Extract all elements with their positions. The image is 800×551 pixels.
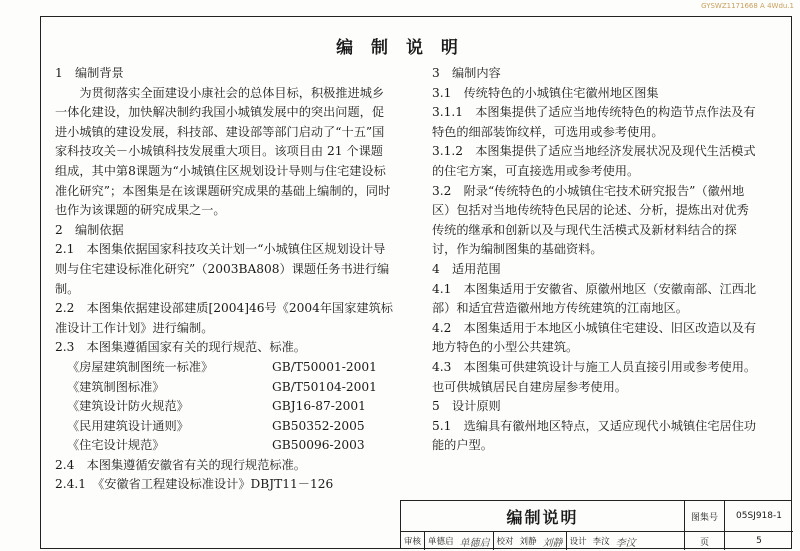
review-label: 审核 xyxy=(404,537,422,547)
section-4-heading: 4 适用范围 xyxy=(432,261,501,276)
checker-signature: 刘静 xyxy=(542,537,563,549)
reviewer-signature: 单德启 xyxy=(459,537,490,549)
standard-code: GB/T50104-2001 xyxy=(272,379,377,394)
clause-2-1: 2.1 本图集依据国家科技攻关计划一“小城镇住区规划设计导则与住宅建设标准化研究”（2003BA808）课题任务书进行编制。 xyxy=(55,242,390,296)
standard-code: GB50096-2003 xyxy=(272,438,365,453)
standard-name: 《建筑制图标准》 xyxy=(67,379,165,394)
standard-code: GBJ16-87-2001 xyxy=(272,399,366,414)
watermark: GYSWZ1171668 A 4Wdu.1 xyxy=(701,2,794,10)
standard-name: 《房屋建筑制图统一标准》 xyxy=(67,359,214,374)
page-number: 5 xyxy=(756,536,762,546)
standard-row xyxy=(55,436,395,456)
section-5-heading: 5 设计原则 xyxy=(432,399,501,414)
clause-3-1-1: 3.1.1 本图集提供了适应当地传统特色的构造节点作法及有特色的细部装饰纹样，可选用或参考使用。 xyxy=(432,105,756,139)
atlas-number-label: 图集号 xyxy=(685,501,725,532)
standard-row xyxy=(55,358,395,378)
clause-4-1: 4.1 本图集适用于安徽省、原徽州地区（安徽南部、江西北部）和适宜营造徽州地方传统建筑的江南地区。 xyxy=(432,281,757,316)
clause-5-1: 5.1 选编具有徽州地区特点，又适应现代小城镇住宅居住功能的户型。 xyxy=(432,418,757,453)
standard-row xyxy=(55,378,395,398)
standard-row xyxy=(55,397,395,417)
clause-3-2: 3.2 附录“传统特色的小城镇住宅技术研究报告”（徽州地区）包括对当地传统特色民居的论述、分析，提炼出对优秀传统的继承和创新以及与现代生活模式及新材料结合的探讨，作为编制图集的基础资料。 xyxy=(432,183,749,257)
standard-row xyxy=(55,417,395,437)
clause-2-3: 2.3 本图集遵循国家有关的现行规范、标准。 xyxy=(55,340,306,355)
check-label: 校对 xyxy=(496,537,514,547)
section-1-body: 为贯彻落实全面建设小康社会的总体目标，积极推进城乡一体化建设，加快解决制约我国小城镇发展中的突出问题，促进小城镇的建设发展，科技部、建设部等部门启动了“十五”国家科技攻关－小城镇科技发展重大项目。该项目由 21 个课题组成，其中第8课题为“小城镇住区规划设计导则与住宅建设标准化研究”；本图集是在该课题研究成果的基础上编制的，同时也作为该课题的研究成果之一。 xyxy=(55,85,391,218)
standard-name: 《住宅设计规范》 xyxy=(67,438,165,453)
atlas-number: 05SJ918-1 xyxy=(725,501,793,532)
clause-2-2: 2.2 本图集依据建设部建质[2004]46号《2004年国家建筑标准设计工作计划》进行编制。 xyxy=(55,301,393,335)
design-label: 设计 xyxy=(569,537,587,547)
designer-name: 李汶 xyxy=(592,537,610,547)
standard-code: GB50352-2005 xyxy=(272,418,365,433)
standard-name: 《民用建筑设计通则》 xyxy=(67,418,189,433)
section-3-heading: 3 编制内容 xyxy=(432,66,501,80)
right-column xyxy=(432,64,757,456)
page-title: 编 制 说 明 xyxy=(336,38,464,58)
section-2-heading: 2 编制依据 xyxy=(55,222,124,237)
left-column xyxy=(55,64,395,495)
clause-2-4-1: 2.4.1 《安徽省工程建设标准设计》DBJT11－126 xyxy=(55,477,334,492)
standard-code: GB/T50001-2001 xyxy=(272,359,377,374)
clause-4-3: 4.3 本图集可供建筑设计与施工人员直接引用或参考使用。也可供城镇居民自建房屋参考使用。 xyxy=(432,359,757,394)
designer-signature: 李汶 xyxy=(615,537,636,549)
title-block-name: 编制说明 xyxy=(401,501,685,532)
standard-name: 《建筑设计防火规范》 xyxy=(67,399,189,414)
clause-4-2: 4.2 本图集适用于本地区小城镇住宅建设、旧区改造以及有地方特色的小型公共建筑。 xyxy=(432,320,757,355)
reviewer-name: 单德启 xyxy=(428,537,454,547)
clause-3-1-2: 3.1.2 本图集提供了适应当地经济发展状况及现代生活模式的住宅方案，可直接选用或参考使用。 xyxy=(432,144,756,178)
clause-3-1: 3.1 传统特色的小城镇住宅徽州地区图集 xyxy=(432,85,659,100)
signature-row xyxy=(401,532,685,550)
checker-name: 刘静 xyxy=(519,537,537,547)
title-block xyxy=(400,500,792,549)
section-1-heading: 1 编制背景 xyxy=(55,66,124,80)
page-label: 页 xyxy=(685,532,725,550)
clause-2-4: 2.4 本图集遵循安徽省有关的现行规范标准。 xyxy=(55,457,306,472)
